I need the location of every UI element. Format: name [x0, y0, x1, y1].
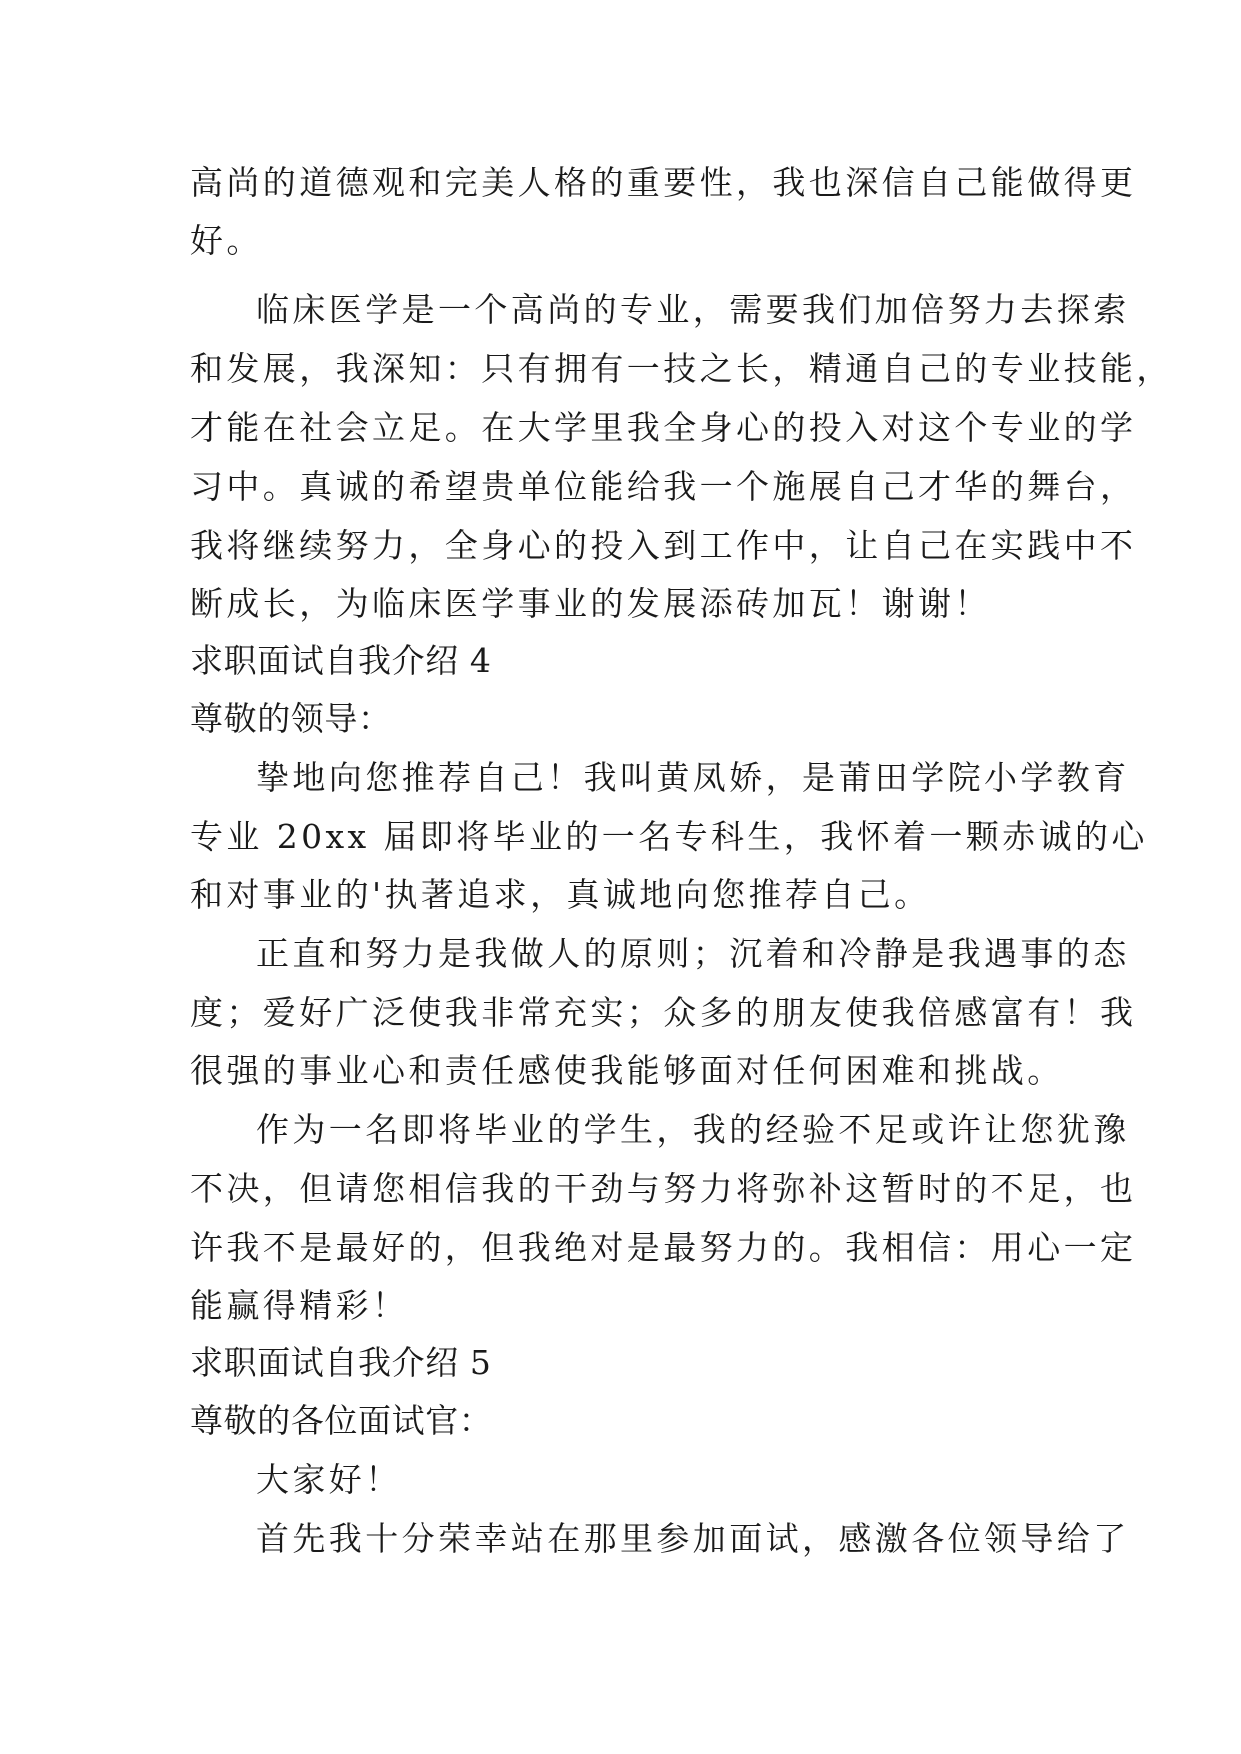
- paragraph-line: 首先我十分荣幸站在那里参加面试，感激各位领导给了: [256, 1519, 1130, 1558]
- salutation: 尊敬的各位面试官：: [190, 1401, 493, 1440]
- paragraph-line: 不决，但请您相信我的干劲与努力将弥补这暂时的不足，也: [190, 1169, 1137, 1208]
- paragraph-line: 很强的事业心和责任感使我能够面对任何困难和挑战。: [190, 1051, 1064, 1090]
- paragraph-line: 度；爱好广泛使我非常充实；众多的朋友使我倍感富有！我: [190, 993, 1137, 1032]
- paragraph-line: 和对事业的'执著追求，真诚地向您推荐自己。: [190, 875, 931, 914]
- paragraph-line: 作为一名即将毕业的学生，我的经验不足或许让您犹豫: [256, 1110, 1130, 1149]
- paragraph-line: 临床医学是一个高尚的专业，需要我们加倍努力去探索: [256, 290, 1130, 329]
- salutation: 尊敬的领导：: [190, 699, 392, 738]
- paragraph-line: 正直和努力是我做人的原则；沉着和冷静是我遇事的态: [256, 934, 1130, 973]
- section-heading: 求职面试自我介绍 4: [190, 641, 492, 680]
- greeting-line: 大家好！: [256, 1460, 402, 1499]
- paragraph-line: 挚地向您推荐自己！我叫黄凤娇，是莆田学院小学教育: [256, 758, 1130, 797]
- paragraph-line: 断成长，为临床医学事业的发展添砖加瓦！谢谢！: [190, 584, 991, 623]
- paragraph-line: 才能在社会立足。在大学里我全身心的投入对这个专业的学: [190, 408, 1137, 447]
- paragraph-line: 许我不是最好的，但我绝对是最努力的。我相信：用心一定: [190, 1228, 1137, 1267]
- paragraph-line: 我将继续努力，全身心的投入到工作中，让自己在实践中不: [190, 526, 1137, 565]
- paragraph-line: 专业 20xx 届即将毕业的一名专科生，我怀着一颗赤诚的心: [190, 817, 1148, 856]
- paragraph-line: 和发展，我深知：只有拥有一技之长，精通自己的专业技能，: [190, 349, 1173, 388]
- section-heading: 求职面试自我介绍 5: [190, 1343, 492, 1382]
- paragraph-line: 高尚的道德观和完美人格的重要性，我也深信自己能做得更: [190, 163, 1137, 202]
- paragraph-line: 能赢得精彩！: [190, 1286, 409, 1325]
- paragraph-line: 好。: [190, 221, 263, 260]
- paragraph-line: 习中。真诚的希望贵单位能给我一个施展自己才华的舞台，: [190, 467, 1137, 506]
